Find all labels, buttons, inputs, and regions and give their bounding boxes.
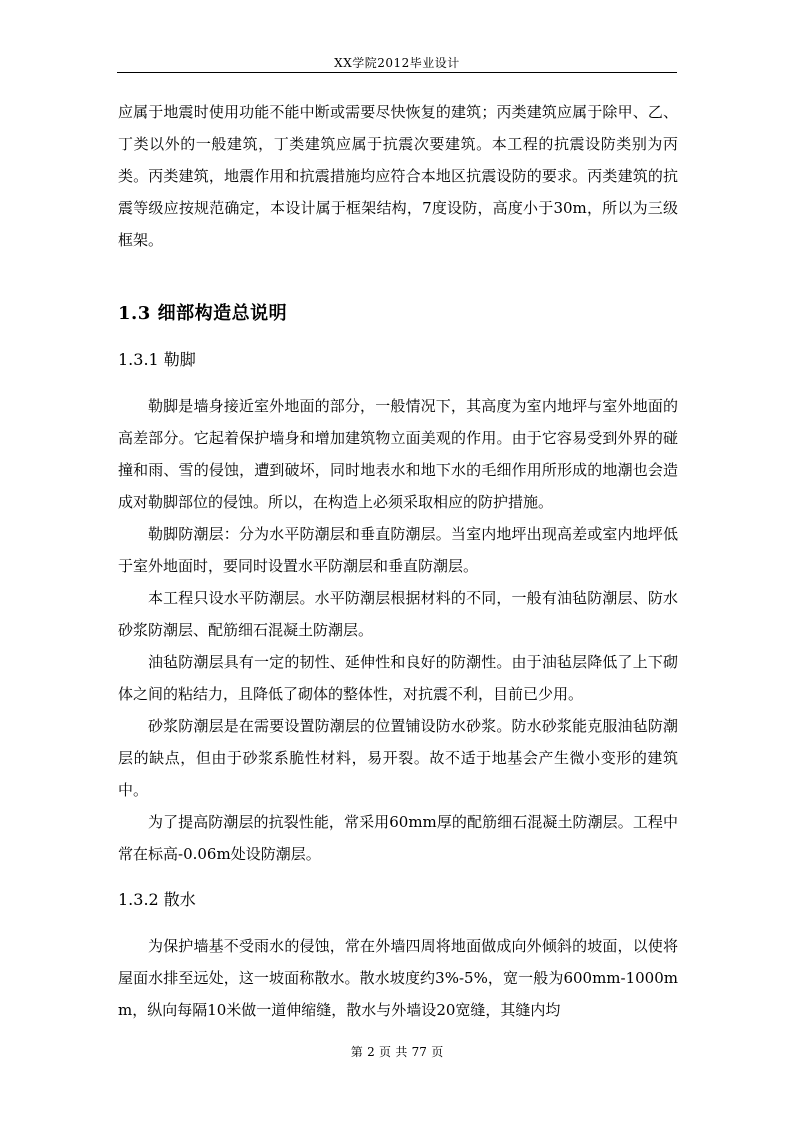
- page-footer-number: 第 2 页 共 77 页: [350, 1045, 444, 1059]
- body-paragraph: 为了提高防潮层的抗裂性能，常采用60mm厚的配筋细石混凝土防潮层。工程中常在标高-0.06m处设防潮层。: [118, 813, 678, 863]
- body-paragraph: 油毡防潮层具有一定的韧性、延伸性和良好的防潮性。由于油毡层降低了上下砌体之间的粘结力，且降低了砌体的整体性，对抗震不利，目前已少用。: [118, 653, 678, 703]
- body-paragraph: 砂浆防潮层是在需要设置防潮层的位置铺设防水砂浆。防水砂浆能克服油毡防潮层的缺点，但由于砂浆系脆性材料，易开裂。故不适于地基会产生微小变形的建筑中。: [118, 717, 678, 799]
- intro-paragraph: 应属于地震时使用功能不能中断或需要尽快恢复的建筑；丙类建筑应属于除甲、乙、丁类以外的一般建筑，丁类建筑应属于抗震次要建筑。本工程的抗震设防类别为丙类。丙类建筑，地震作用和抗震措施均应符合本地区抗震设防的要求。丙类建筑的抗震等级应按规范确定，本设计属于框架结构，7度设防，高度小于30m，所以为三级框架。: [118, 103, 678, 249]
- page-body: [118, 96, 678, 1026]
- body-paragraph: 为保护墙基不受雨水的侵蚀，常在外墙四周将地面做成向外倾斜的坡面，以使将屋面水排至远处，这一坡面称散水。散水坡度约3%-5%，宽一般为600mm-1000mm，纵向每隔10米做一道伸缩缝，散水与外墙设20宽缝，其缝内均: [118, 937, 678, 1019]
- page-header-title: XX学院2012毕业设计: [334, 56, 460, 70]
- body-paragraph: 本工程只设水平防潮层。水平防潮层根据材料的不同，一般有油毡防潮层、防水砂浆防潮层、配筋细石混凝土防潮层。: [118, 589, 678, 639]
- body-paragraph: 勒脚是墙身接近室外地面的部分，一般情况下，其高度为室内地坪与室外地面的高差部分。它起着保护墙身和增加建筑物立面美观的作用。由于它容易受到外界的碰撞和雨、雪的侵蚀，遭到破坏，同时地表水和地下水的毛细作用所形成的地潮也会造成对勒脚部位的侵蚀。所以，在构造上必须采取相应的防护措施。: [118, 397, 678, 511]
- subsection-heading-apron: 1.3.2 散水: [118, 890, 196, 909]
- body-paragraph: 勒脚防潮层：分为水平防潮层和垂直防潮层。当室内地坪出现高差或室内地坪低于室外地面时，要同时设置水平防潮层和垂直防潮层。: [118, 525, 678, 575]
- section-heading: 1.3 细部构造总说明: [118, 303, 288, 324]
- subsection-heading-plinth: 1.3.1 勒脚: [118, 350, 196, 369]
- header-divider: [117, 72, 677, 73]
